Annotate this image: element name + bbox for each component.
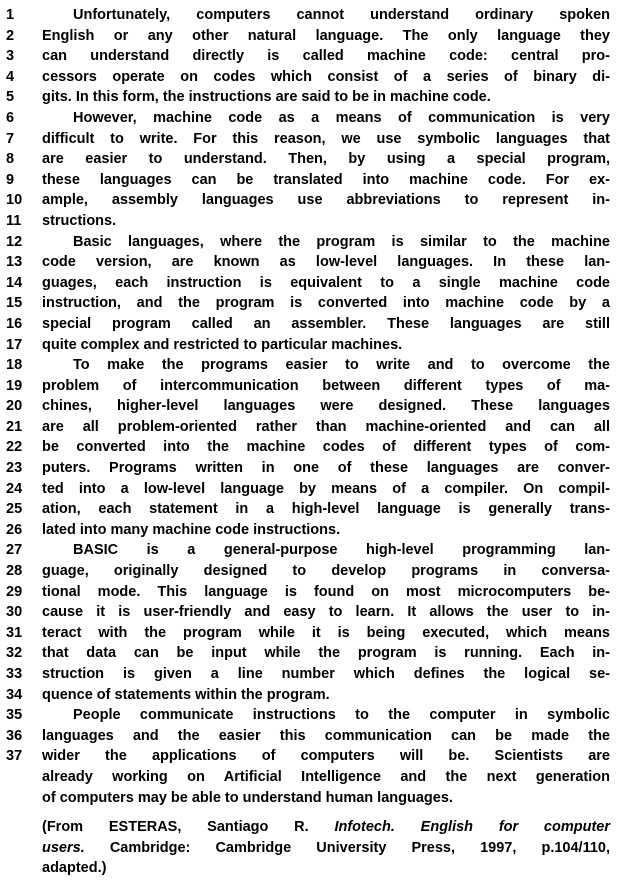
line-text: English or any other natural language. The only language they [42, 27, 610, 44]
passage-line [6, 26, 610, 47]
line-number: 4 [6, 68, 15, 85]
passage-line [6, 458, 610, 479]
passage-line [6, 623, 610, 644]
line-text: gits. In this form, the instructions are said to be in machine code. [42, 89, 491, 106]
source-line [42, 858, 610, 879]
passage-line [6, 5, 610, 26]
source-citation [42, 817, 610, 879]
line-number: 32 [6, 645, 23, 662]
line-text: cessors operate on codes which consist of a series of binary di- [42, 68, 610, 85]
passage-line [6, 520, 610, 541]
source-text-segment: (From ESTERAS, Santiago R. [42, 819, 335, 836]
source-text-segment: adapted.) [42, 860, 107, 877]
line-text: guages, each instruction is equivalent to a single machine code [42, 274, 610, 291]
passage-line [6, 582, 610, 603]
line-number: 21 [6, 418, 23, 435]
line-text: Unfortunately, computers cannot understand ordinary spoken [73, 7, 610, 23]
line-number: 17 [6, 336, 23, 353]
line-number: 24 [6, 480, 23, 497]
passage-line [6, 746, 610, 767]
line-text: already working on Artificial Intelligence and the next generation [42, 768, 610, 785]
line-number: 35 [6, 707, 23, 724]
line-number: 23 [6, 460, 23, 477]
passage-line [6, 602, 610, 623]
line-number: 28 [6, 563, 23, 580]
passage-line [6, 87, 610, 108]
passage-line [6, 46, 610, 67]
line-text: special program called an assembler. These languages are still [42, 315, 610, 332]
line-text: guage, originally designed to develop programs in conversa- [42, 563, 610, 580]
line-number: 8 [6, 151, 15, 168]
line-text: quence of statements within the program. [42, 686, 330, 703]
passage-line [6, 479, 610, 500]
line-text: quite complex and restricted to particular machines. [42, 336, 403, 353]
line-number: 34 [6, 686, 23, 703]
passage-line [6, 437, 610, 458]
line-text: difficult to write. For this reason, we use symbolic languages that [42, 130, 610, 147]
line-text: struction is given a line number which defines the logical se- [42, 666, 610, 682]
line-number: 33 [6, 666, 23, 682]
line-number: 29 [6, 583, 23, 600]
passage-line [6, 335, 610, 356]
line-number [6, 788, 42, 809]
source-text-segment: Cambridge: Cambridge University Press, 1997, p.104/110, [84, 839, 610, 856]
line-number: 22 [6, 439, 23, 456]
source-line [42, 817, 610, 838]
line-number: 37 [6, 748, 23, 765]
line-number: 1 [6, 7, 15, 23]
line-text: lated into many machine code instructions. [42, 521, 341, 538]
line-number: 18 [6, 357, 23, 374]
line-text: tional mode. This language is found on most microcomputers be- [42, 583, 610, 600]
line-number: 20 [6, 398, 23, 415]
source-title-segment: users. [42, 839, 85, 856]
line-text: However, machine code as a means of communication is very [73, 109, 610, 126]
line-number: 10 [6, 192, 23, 209]
line-number: 7 [6, 130, 15, 147]
line-number: 9 [6, 171, 15, 188]
line-text: instruction, and the program is converted into machine code by a [42, 295, 610, 312]
line-text: that data can be input while the program is running. Each in- [42, 645, 610, 662]
line-text: are all problem-oriented rather than machine-oriented and can all [42, 418, 610, 435]
passage-line [6, 314, 610, 335]
passage-line [6, 705, 610, 726]
passage-line [6, 664, 610, 685]
line-text: be converted into the machine codes of different types of com- [42, 439, 610, 456]
line-text: can understand directly is called machine code: central pro- [42, 48, 610, 65]
line-number [6, 767, 42, 788]
line-number: 3 [6, 48, 15, 65]
source-title-segment: Infotech. English for computer [334, 819, 610, 836]
passage-line [6, 355, 610, 376]
line-number: 25 [6, 501, 23, 518]
line-number: 11 [6, 212, 22, 229]
passage-line [6, 211, 610, 232]
line-number: 31 [6, 624, 23, 641]
line-number: 13 [6, 254, 23, 271]
passage-line [6, 417, 610, 438]
line-number: 26 [6, 521, 23, 538]
passage-line [6, 252, 610, 273]
line-text: chines, higher-level languages were designed. These languages [42, 398, 610, 415]
line-text: To make the programs easier to write and to overcome the [73, 357, 610, 374]
passage-line [6, 499, 610, 520]
line-text: teract with the program while it is being executed, which means [42, 624, 610, 641]
passage-line [6, 540, 610, 561]
passage-line [6, 67, 610, 88]
line-text: code version, are known as low-level languages. In these lan- [42, 254, 610, 271]
line-number: 6 [6, 109, 15, 126]
line-number: 27 [6, 542, 23, 559]
passage-line [6, 685, 610, 706]
passage-line [6, 767, 610, 788]
line-text: ample, assembly languages use abbreviations to represent in- [42, 192, 610, 209]
line-number: 12 [6, 233, 23, 250]
line-number: 36 [6, 727, 23, 744]
line-text: these languages can be translated into machine code. For ex- [42, 171, 610, 188]
passage-line [6, 376, 610, 397]
line-number: 15 [6, 295, 23, 312]
line-text: BASIC is a general-purpose high-level programming lan- [73, 542, 610, 559]
passage-line [6, 726, 610, 747]
passage-line [6, 170, 610, 191]
line-text: structions. [42, 212, 117, 229]
line-number: 30 [6, 604, 23, 621]
line-text: problem of intercommunication between different types of ma- [42, 377, 610, 394]
passage-line [6, 190, 610, 211]
line-text: cause it is user-friendly and easy to learn. It allows the user to in- [42, 604, 610, 621]
passage-line [6, 396, 610, 417]
passage-line [6, 293, 610, 314]
line-text: Basic languages, where the program is similar to the machine [73, 233, 610, 250]
line-number: 5 [6, 89, 15, 106]
line-text: languages and the easier this communication can be made the [42, 727, 610, 744]
passage-line [6, 273, 610, 294]
passage-line [6, 149, 610, 170]
line-text: are easier to understand. Then, by using a special program, [42, 151, 610, 168]
passage-lines [6, 5, 610, 808]
line-text: ation, each statement in a high-level language is generally trans- [42, 501, 610, 518]
line-number: 14 [6, 274, 23, 291]
source-line [42, 838, 610, 859]
line-text: wider the applications of computers will be. Scientists are [42, 748, 610, 765]
line-number: 16 [6, 315, 23, 332]
passage-line [6, 561, 610, 582]
line-text: ted into a low-level language by means of a compiler. On compil- [42, 480, 610, 497]
line-number: 2 [6, 27, 15, 44]
passage-line [6, 129, 610, 150]
line-text: of computers may be able to understand human languages. [42, 789, 453, 806]
line-text: People communicate instructions to the computer in symbolic [73, 707, 610, 724]
passage-line [6, 232, 610, 253]
passage-line [6, 108, 610, 129]
line-number: 19 [6, 377, 23, 394]
passage-line [6, 643, 610, 664]
line-text: puters. Programs written in one of these languages are conver- [42, 460, 610, 477]
passage-line [6, 788, 610, 809]
